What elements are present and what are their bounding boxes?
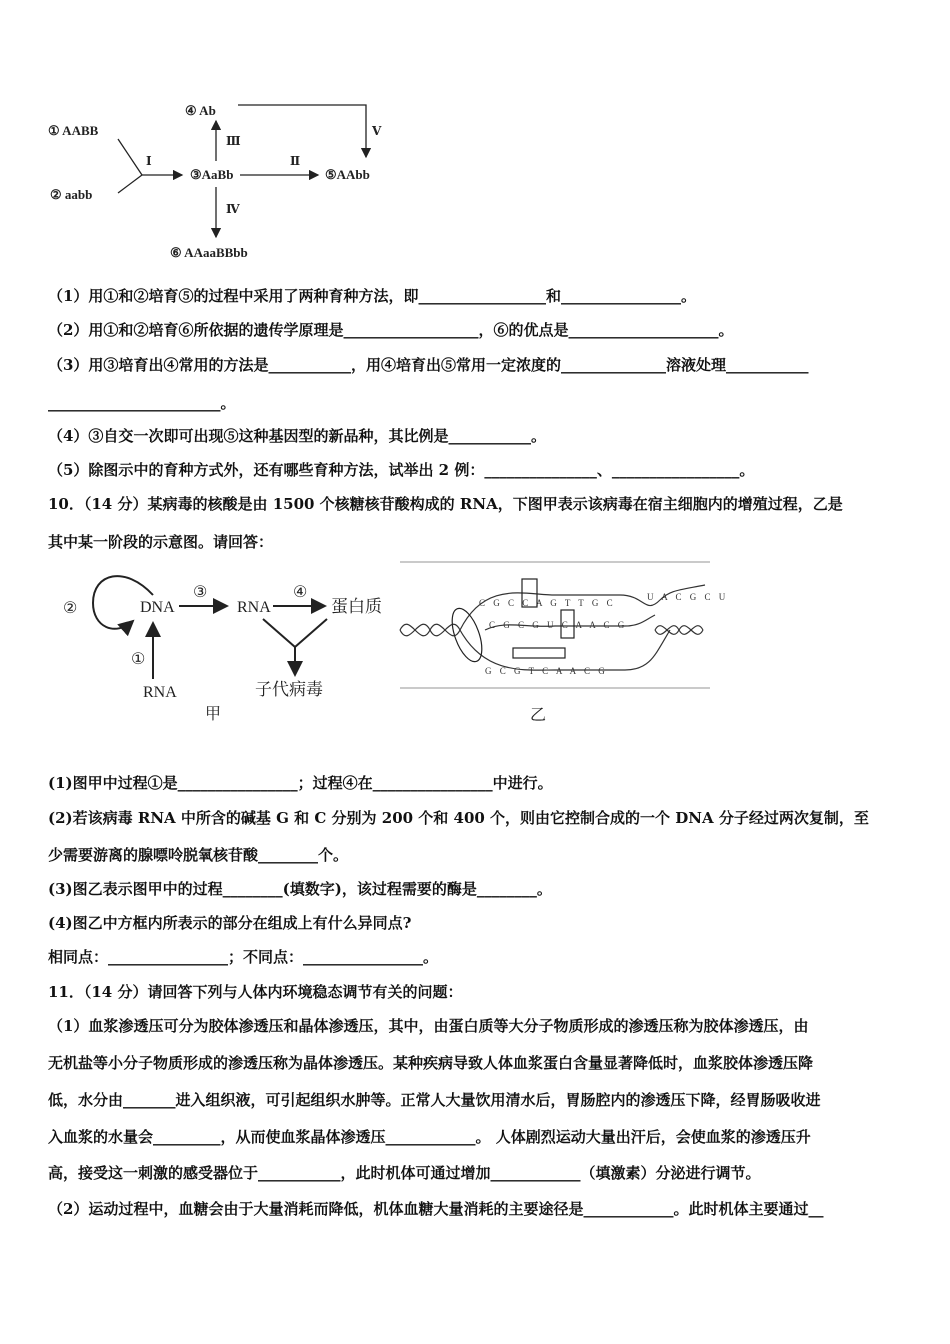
q11-intro: 11．（14 分）请回答下列与人体内环境稳态调节有关的问题：	[48, 983, 463, 1001]
yi-tail-sequence: U A C G C U	[647, 592, 729, 602]
q11-part2: （2）运动过程中，血糖会由于大量消耗而降低，机体血糖大量消耗的主要途径是____________。此时机体主要通过__	[48, 1200, 824, 1218]
q9-part1: （1）用①和②培育⑤的过程中采用了两种育种方法，即_________________和________________。	[48, 287, 696, 305]
q10-intro-line1: 10．（14 分）某病毒的核酸是由 1500 个核糖核苷酸构成的 RNA，下图甲表示该病毒在宿主细胞内的增殖过程，乙是	[48, 495, 843, 513]
jia-offspring-label: 子代病毒	[255, 680, 323, 699]
jia-caption: 甲	[205, 706, 222, 723]
node-aabb-5: ⑤AAbb	[325, 167, 370, 182]
q11-part1-line3: 低，水分由_______进入组织液，可引起组织水肿等。正常人大量饮用清水后，胃肠腔内的渗透压下降，经胃肠吸收进	[48, 1091, 821, 1109]
step-label-1: Ⅰ	[146, 154, 152, 168]
jia-protein-label: 蛋白质	[331, 597, 382, 616]
q9-part2: （2）用①和②培育⑥所依据的遗传学原理是__________________，⑥的优点是____________________。	[48, 321, 734, 339]
jia-rna-bottom-label: RNA	[143, 684, 177, 701]
figure-jia	[55, 565, 395, 725]
step-label-2: Ⅱ	[290, 154, 301, 168]
step-label-4: Ⅳ	[226, 202, 240, 216]
q10-intro-line2: 其中某一阶段的示意图。请回答：	[48, 533, 274, 551]
q11-part1-line4: 入血浆的水量会_________，从而使血浆晶体渗透压____________。 人体剧烈运动大量出汗后，会使血浆的渗透压升	[48, 1128, 811, 1146]
q10-sub2-line1: (2)若该病毒 RNA 中所含的碱基 G 和 C 分别为 200 个和 400 个，则由它控制合成的一个 DNA 分子经过两次复制，至	[48, 809, 869, 827]
node-aabb-2: ② aabb	[50, 187, 93, 202]
q10-sub5: 相同点：________________；不同点：________________。	[48, 948, 439, 966]
q10-sub1: (1)图甲中过程①是________________；过程④在________________中进行。	[48, 774, 553, 792]
node-ab-4: ④ Ab	[185, 103, 216, 118]
node-aaaabbbb-6: ⑥ AAaaBBbb	[170, 245, 248, 260]
q10-sub4: (4)图乙中方框内所表示的部分在组成上有什么异同点?	[48, 914, 412, 932]
q9-part5: （5）除图示中的育种方式外，还有哪些育种方法，试举出 2 例：_______________、_________________。	[48, 461, 755, 479]
q10-sub2-line2: 少需要游离的腺嘌呤脱氧核苷酸________个。	[48, 846, 349, 864]
q11-part1-line1: （1）血浆渗透压可分为胶体渗透压和晶体渗透压，其中，由蛋白质等大分子物质形成的渗透压称为胶体渗透压，由	[48, 1017, 809, 1035]
q11-part1-line2: 无机盐等小分子物质形成的渗透压称为晶体渗透压。某种疾病导致人体血浆蛋白含量显著降低时，血浆胶体渗透压降	[48, 1054, 814, 1072]
q9-part4: （4）③自交一次即可出现⑤这种基因型的新品种，其比例是___________。	[48, 427, 546, 445]
q10-sub3: (3)图乙表示图甲中的过程________(填数字)，该过程需要的酶是________。	[48, 880, 552, 898]
yi-mid-sequence: C G C G U C A A C G	[489, 620, 628, 630]
jia-marker-2: ②	[63, 600, 78, 617]
jia-marker-3: ③	[193, 584, 208, 601]
jia-rna-label: RNA	[237, 599, 271, 616]
step-label-5: Ⅴ	[372, 124, 382, 138]
yi-top-sequence: C G C C A G T T G C	[479, 598, 616, 608]
jia-marker-4: ④	[293, 584, 308, 601]
breeding-diagram	[40, 95, 400, 270]
q9-part3-line1: （3）用③培育出④常用的方法是___________，用④培育出⑤常用一定浓度的______________溶液处理___________	[48, 356, 809, 374]
figure-yi	[395, 560, 729, 730]
step-label-3: Ⅲ	[226, 134, 241, 148]
jia-dna-label: DNA	[140, 599, 175, 616]
node-aabb-3: ③AaBb	[190, 167, 234, 182]
q9-part3-line2: _______________________。	[48, 394, 236, 412]
yi-caption: 乙	[530, 707, 547, 724]
node-aabb-1: ① AABB	[48, 123, 99, 138]
jia-marker-1: ①	[131, 651, 146, 668]
yi-bottom-sequence: G C G T C A A C G	[485, 666, 608, 676]
q11-part1-line5: 高，接受这一刺激的感受器位于___________，此时机体可通过增加____________（填激素）分泌进行调节。	[48, 1164, 761, 1182]
